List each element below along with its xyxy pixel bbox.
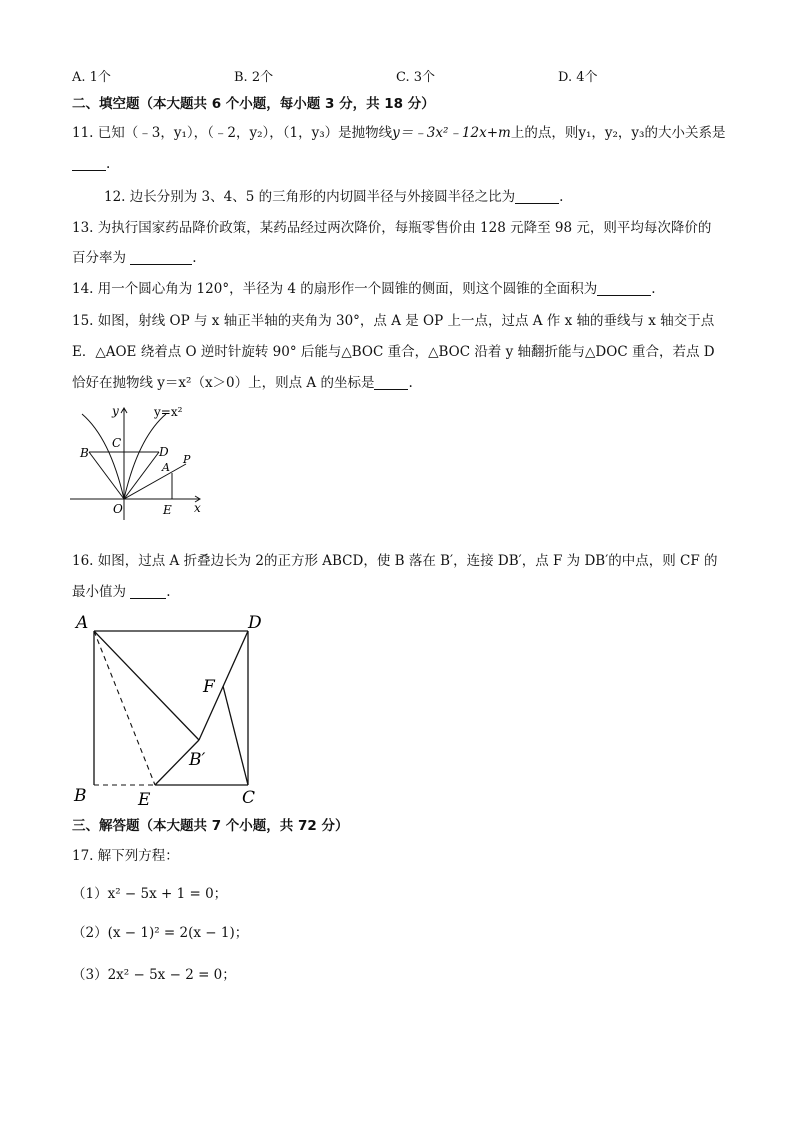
fig16-label-c: C — [242, 788, 256, 808]
q11-end: . — [106, 156, 111, 172]
q13-text: 百分率为 — [72, 250, 126, 266]
option-a: A. 1个 — [72, 70, 111, 85]
q13-answer-blank[interactable] — [130, 250, 192, 265]
question-11-line1 — [72, 124, 725, 142]
section-3-title: 三、解答题（本大题共 7 个小题，共 72 分） — [72, 818, 349, 834]
q15-end: . — [408, 375, 413, 391]
fig16-label-a: A — [76, 613, 89, 633]
question-16-line2 — [72, 583, 171, 601]
question-15-line2: E．△AOE 绕着点 O 逆时针旋转 90° 后能与△BOC 重合，△BOC 沿着 y 轴翻折能与△DOC 重合，若点 D — [72, 344, 715, 360]
question-17-eq1: （1）x² − 5x + 1 = 0； — [72, 886, 228, 902]
q16-end: . — [166, 584, 171, 600]
question-11-line2 — [72, 155, 110, 173]
fig15-curve-label: y=x² — [154, 405, 183, 419]
q13-end: . — [192, 250, 197, 266]
q15-answer-blank[interactable] — [374, 375, 408, 390]
option-b: B. 2个 — [234, 70, 274, 85]
figure-16 — [70, 608, 270, 808]
section-2-title: 二、填空题（本大题共 6 个小题，每小题 3 分，共 18 分） — [72, 96, 435, 112]
q15-text: 恰好在抛物线 y＝x²（x＞0）上，则点 A 的坐标是 — [72, 375, 375, 391]
option-c: C. 3个 — [396, 70, 436, 85]
question-13-line2 — [72, 249, 197, 267]
question-13-line1: 13. 为执行国家药品降价政策，某药品经过两次降价，每瓶零售价由 128 元降至 98 元，则平均每次降价的 — [72, 220, 712, 236]
fig15-segment-ob — [89, 452, 124, 499]
fig15-label-o: O — [113, 502, 123, 516]
question-15-line3 — [72, 374, 413, 392]
question-17-title: 17. 解下列方程： — [72, 848, 179, 864]
q16-answer-blank[interactable] — [130, 584, 166, 599]
question-17-eq3: （3）2x² − 5x − 2 = 0； — [72, 967, 236, 983]
q14-answer-blank[interactable] — [597, 281, 651, 296]
q11-answer-blank[interactable] — [72, 156, 106, 171]
q11-text-a: 已知（﹣3，y₁），（﹣2，y₂），（1，y₃）是抛物线 — [97, 125, 393, 141]
question-14 — [72, 280, 656, 298]
fig15-label-x: x — [194, 501, 201, 515]
q12-end: . — [559, 189, 564, 205]
fig16-label-d: D — [248, 613, 262, 633]
fig15-label-p: P — [183, 453, 191, 466]
fig15-label-y: y — [112, 404, 119, 418]
fig15-label-b: B — [80, 446, 89, 460]
fig16-label-f: F — [203, 677, 215, 697]
fig16-fold-ab-prime — [94, 631, 199, 740]
question-15-line1: 15. 如图，射线 OP 与 x 轴正半轴的夹角为 30°，点 A 是 OP 上一点，过点 A 作 x 轴的垂线与 x 轴交于点 — [72, 313, 715, 329]
fig16-fold-line-ae — [94, 631, 155, 785]
fig15-label-e: E — [163, 503, 172, 517]
fig15-label-d: D — [159, 445, 169, 459]
q12-answer-blank[interactable] — [515, 189, 559, 204]
q11-text-b: 上的点，则y₁，y₂，y₃的大小关系是 — [510, 125, 726, 141]
q16-text: 最小值为 — [72, 584, 126, 600]
q12-text: 12. 边长分别为 3、4、5 的三角形的内切圆半径与外接圆半径之比为 — [104, 189, 516, 205]
fig15-label-a: A — [162, 461, 170, 474]
q11-equation: y＝﹣3x²﹣12x+m — [392, 125, 511, 141]
q14-text: 14. 用一个圆心角为 120°，半径为 4 的扇形作一个圆锥的侧面，则这个圆锥的全面积为 — [72, 281, 598, 297]
question-16-line1: 16. 如图，过点 A 折叠边长为 2的正方形 ABCD，使 B 落在 B′，连接 DB′，点 F 为 DB′的中点，则 CF 的 — [72, 553, 718, 569]
q14-end: . — [651, 281, 656, 297]
question-12 — [104, 188, 563, 206]
fig15-ray-op — [124, 464, 186, 499]
fig16-label-b: B — [74, 786, 87, 806]
q11-number: 11. — [72, 125, 94, 141]
figure-15 — [68, 402, 210, 524]
fig16-segment-fc — [223, 686, 248, 785]
fig16-label-e: E — [138, 790, 151, 808]
fig15-label-c: C — [112, 436, 122, 450]
option-d: D. 4个 — [558, 70, 598, 85]
question-17-eq2: （2）(x − 1)² = 2(x − 1)； — [72, 925, 249, 941]
fig16-label-b-prime: B′ — [189, 750, 206, 770]
fig15-segment-od — [124, 452, 159, 499]
